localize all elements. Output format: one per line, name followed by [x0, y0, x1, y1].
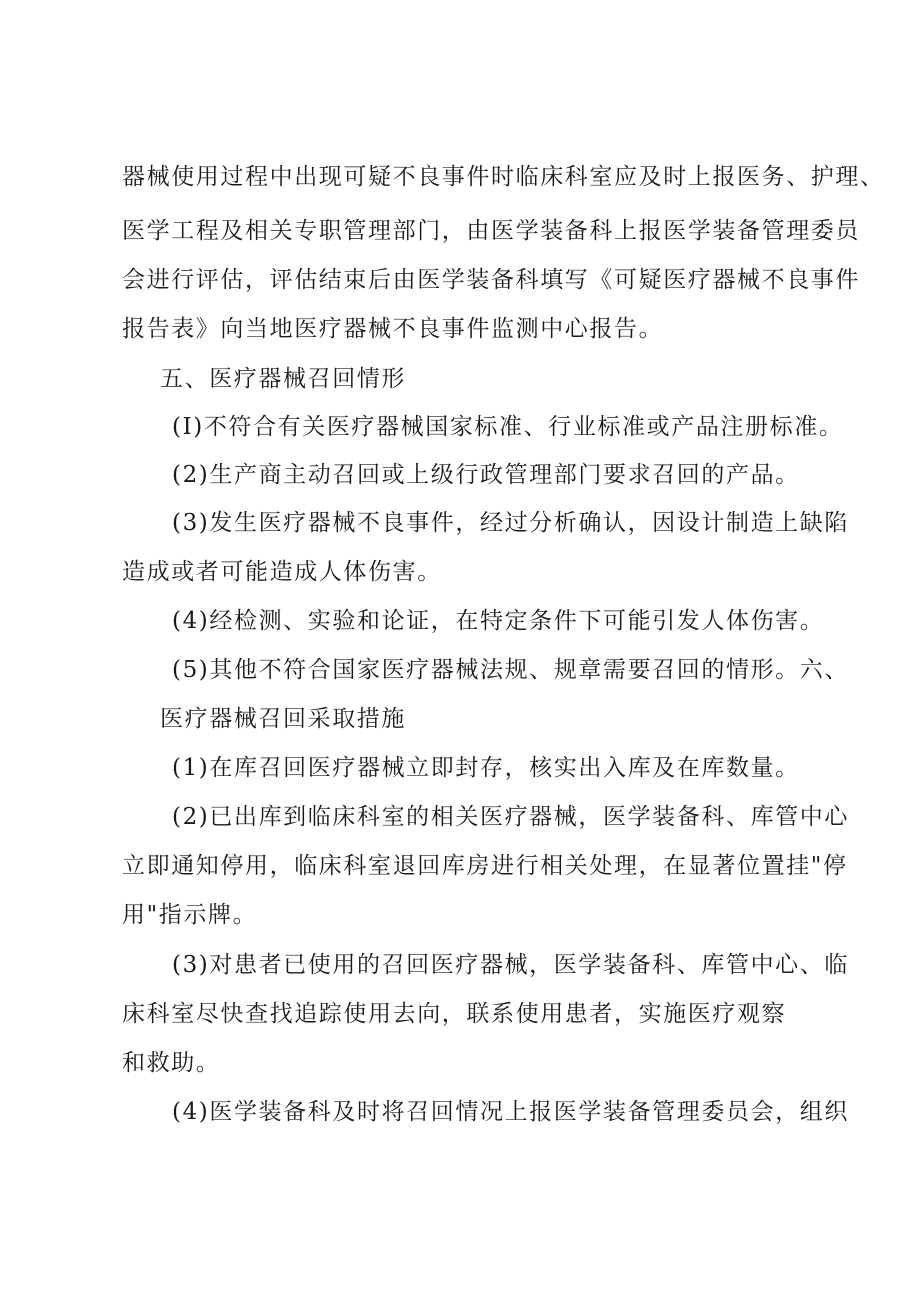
- paragraph-line: 用"指示牌。: [122, 902, 258, 928]
- list-item: (I)不符合有关医疗器械国家标准、行业标准或产品注册标准。: [172, 414, 844, 440]
- paragraph-line: 立即通知停用，临床科室退回库房进行相关处理，在显著位置挂"停: [122, 853, 848, 879]
- paragraph-line: 床科室尽快查找追踪使用去向，联系使用患者，实施医疗观察: [122, 1001, 787, 1027]
- list-item: (1)在库召回医疗器械立即封存，核实出入库及在库数量。: [172, 755, 800, 781]
- list-item: (2)已出库到临床科室的相关医疗器械，医学装备科、库管中心: [172, 804, 849, 830]
- list-item: (4)经检测、实验和论证，在特定条件下可能引发人体伤害。: [172, 608, 825, 634]
- paragraph-line: 造成或者可能造成人体伤害。: [122, 559, 442, 585]
- list-item: (2)生产商主动召回或上级行政管理部门要求召回的产品。: [172, 462, 800, 488]
- list-item: (3)对患者已使用的召回医疗器械，医学装备科、库管中心、临: [172, 952, 849, 978]
- paragraph-line: 和救助。: [122, 1050, 221, 1076]
- section-heading: 医疗器械召回采取措施: [160, 706, 406, 732]
- list-item: (3)发生医疗器械不良事件，经过分析确认，因设计制造上缺陷: [172, 510, 849, 536]
- paragraph-line: 报告表》向当地医疗器械不良事件监测中心报告。: [122, 316, 664, 342]
- paragraph-line: 会进行评估，评估结束后由医学装备科填写《可疑医疗器械不良事件: [122, 267, 860, 293]
- paragraph-line: 器械使用过程中出现可疑不良事件时临床科室应及时上报医务、护理、: [122, 164, 885, 190]
- section-heading: 五、医疗器械召回情形: [160, 366, 406, 392]
- paragraph-line: 医学工程及相关专职管理部门，由医学装备科上报医学装备管理委员: [122, 218, 860, 244]
- list-item: (4)医学装备科及时将召回情况上报医学装备管理委员会，组织: [172, 1099, 849, 1125]
- list-item: (5)其他不符合国家医疗器械法规、规章需要召回的情形。六、: [172, 657, 849, 683]
